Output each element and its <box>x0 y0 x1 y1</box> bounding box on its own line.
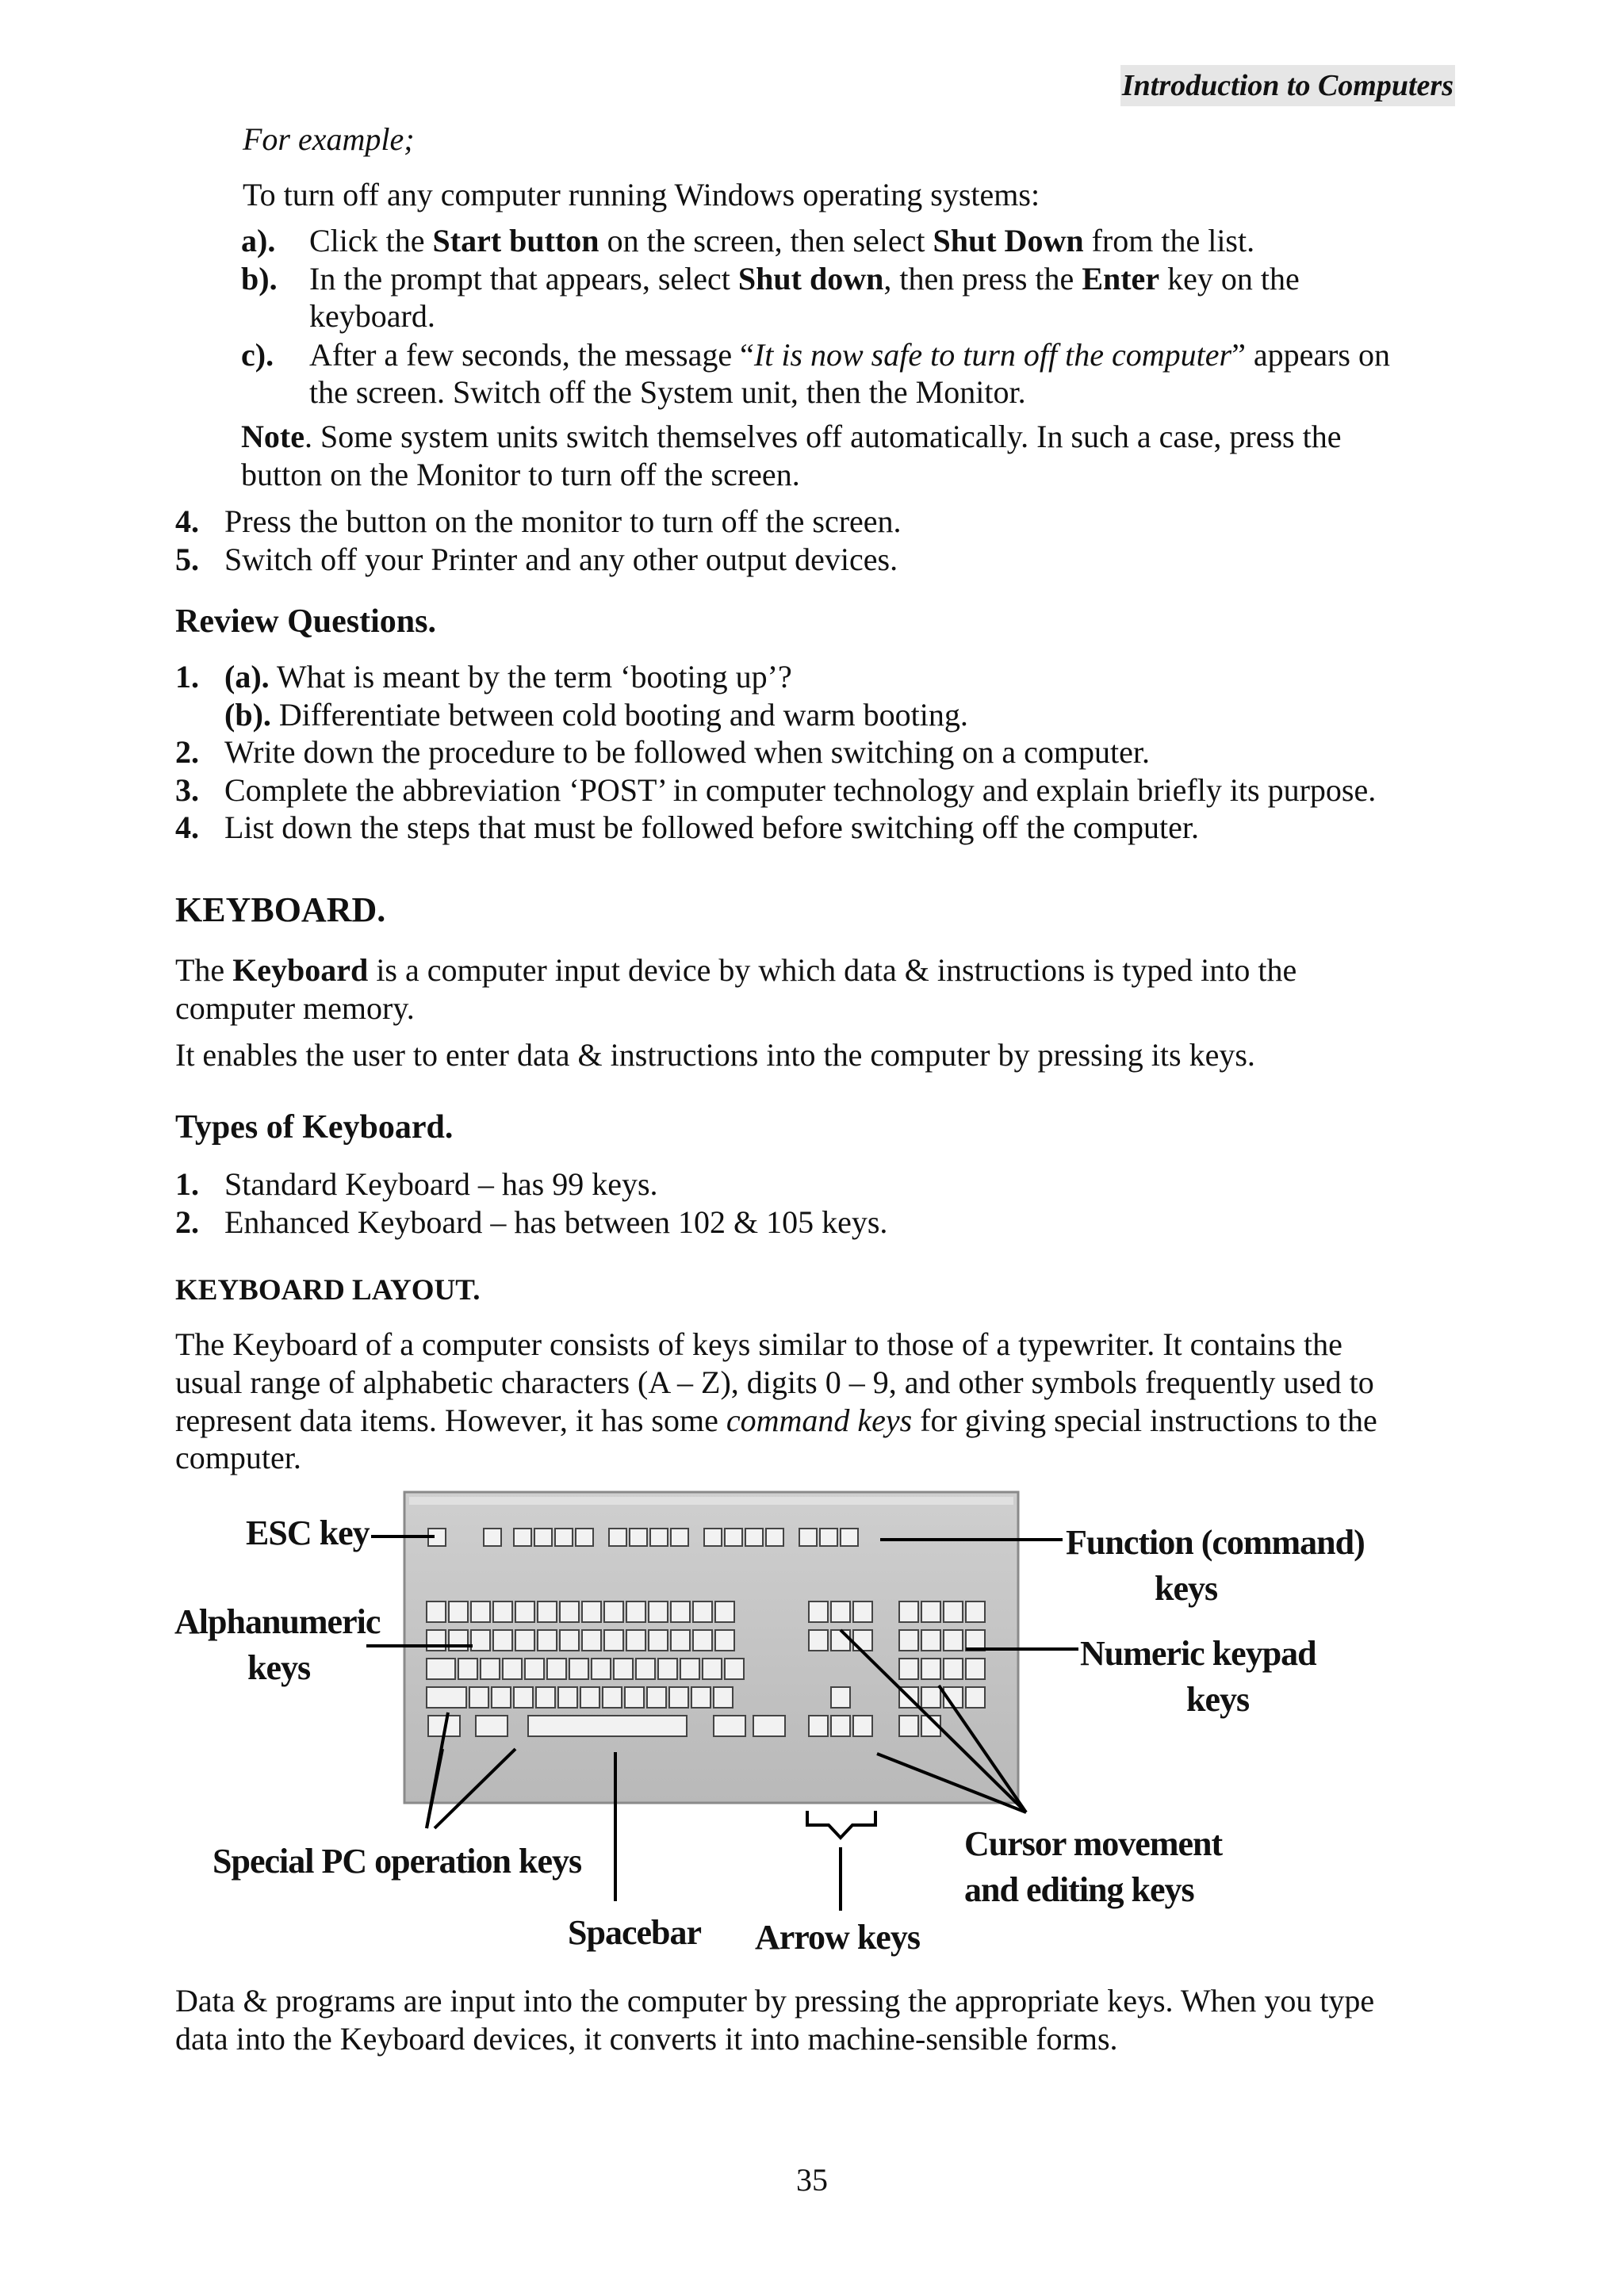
type-2: Enhanced Keyboard – has between 102 & 105 keys. <box>224 1204 888 1240</box>
step-b-line1: In the prompt that appears, select Shut down, then press the Enter key on the <box>309 261 1300 297</box>
step-marker-a: a). <box>241 223 276 258</box>
key <box>714 1687 733 1708</box>
key <box>503 1659 522 1679</box>
step-a: Click the Start button on the screen, then select Shut Down from the list. <box>309 223 1255 258</box>
review-num-4: 4. <box>175 809 199 845</box>
key <box>944 1659 963 1679</box>
step-c-line2: the screen. Switch off the System unit, then the Monitor. <box>309 374 1026 410</box>
esc-key-label: ESC key <box>246 1513 370 1552</box>
key <box>636 1659 655 1679</box>
review-heading: Review Questions. <box>175 603 436 640</box>
review-q1a: (a). What is meant by the term ‘booting up’? <box>224 659 792 695</box>
key <box>899 1630 918 1651</box>
step-num-4: 4. <box>175 503 199 539</box>
key <box>693 1601 712 1622</box>
key <box>626 1630 645 1651</box>
key <box>469 1687 488 1708</box>
cursor-keys-label-2: and editing keys <box>964 1870 1194 1909</box>
keyboard-enables: It enables the user to enter data & instructions into the computer by pressing its keys. <box>175 1037 1255 1073</box>
key <box>449 1630 468 1651</box>
key <box>820 1529 837 1546</box>
key <box>899 1716 918 1736</box>
key <box>538 1601 557 1622</box>
numeric-keypad-label-1: Numeric keypad <box>1080 1634 1316 1673</box>
key <box>558 1687 577 1708</box>
review-q2: Write down the procedure to be followed when switching on a computer. <box>224 734 1150 770</box>
key <box>592 1659 611 1679</box>
key <box>671 1601 690 1622</box>
key <box>966 1601 985 1622</box>
step-c-line1: After a few seconds, the message “It is now safe to turn off the computer” appears on <box>309 337 1390 373</box>
type-1: Standard Keyboard – has 99 keys. <box>224 1166 658 1202</box>
type-num-1: 1. <box>175 1166 199 1202</box>
key <box>899 1601 918 1622</box>
key <box>471 1630 490 1651</box>
key <box>560 1601 579 1622</box>
layout-line2: usual range of alphabetic characters (A – Z), digits 0 – 9, and other symbols frequently used to <box>175 1364 1374 1400</box>
type-num-2: 2. <box>175 1204 199 1240</box>
key <box>609 1529 626 1546</box>
review-num-1: 1. <box>175 659 199 695</box>
key <box>555 1529 573 1546</box>
key <box>493 1630 512 1651</box>
step-b-line2: keyboard. <box>309 298 435 334</box>
key <box>449 1601 468 1622</box>
key <box>514 1687 533 1708</box>
key <box>693 1630 712 1651</box>
key <box>647 1687 666 1708</box>
key <box>853 1601 872 1622</box>
key <box>427 1630 446 1651</box>
key <box>547 1659 566 1679</box>
step-marker-c: c). <box>241 337 274 373</box>
closing-line2: data into the Keyboard devices, it converts it into machine-sensible forms. <box>175 2021 1118 2057</box>
keyboard-figure <box>0 1483 1624 1974</box>
key <box>484 1529 501 1546</box>
key <box>831 1630 850 1651</box>
arrow-key <box>831 1716 850 1736</box>
key <box>691 1687 710 1708</box>
key <box>921 1601 940 1622</box>
spacebar-key <box>528 1716 687 1736</box>
function-keys-label-1: Function (command) <box>1066 1523 1365 1562</box>
alphanumeric-label-1: Alphanumeric <box>174 1602 381 1641</box>
key <box>766 1529 783 1546</box>
shutdown-intro: To turn off any computer running Windows operating systems: <box>243 177 1040 212</box>
key <box>603 1687 622 1708</box>
step-marker-b: b). <box>241 261 278 297</box>
key <box>427 1687 466 1708</box>
types-heading: Types of Keyboard. <box>175 1109 454 1146</box>
key <box>650 1529 668 1546</box>
key <box>626 1601 645 1622</box>
key <box>576 1529 593 1546</box>
key <box>481 1659 500 1679</box>
key <box>458 1659 477 1679</box>
key <box>809 1630 828 1651</box>
key <box>899 1659 918 1679</box>
key <box>569 1659 588 1679</box>
key <box>725 1529 742 1546</box>
key <box>525 1659 544 1679</box>
cursor-keys-label-1: Cursor movement <box>964 1824 1223 1863</box>
key <box>704 1529 722 1546</box>
keyboard-def-line2: computer memory. <box>175 990 415 1026</box>
key <box>534 1529 552 1546</box>
key <box>582 1601 601 1622</box>
key <box>649 1630 668 1651</box>
arrow-key <box>809 1716 828 1736</box>
step-4-text: Press the button on the monitor to turn off the screen. <box>224 503 902 539</box>
key <box>921 1687 940 1708</box>
layout-line4: computer. <box>175 1440 301 1475</box>
layout-heading: KEYBOARD LAYOUT. <box>175 1274 481 1307</box>
keyboard-heading: KEYBOARD. <box>175 890 386 929</box>
running-header: Introduction to Computers <box>1120 65 1455 106</box>
key <box>966 1687 985 1708</box>
key <box>604 1630 623 1651</box>
key <box>538 1630 557 1651</box>
step-num-5: 5. <box>175 541 199 577</box>
key <box>560 1630 579 1651</box>
key <box>515 1630 534 1651</box>
key <box>493 1601 512 1622</box>
key <box>753 1716 785 1736</box>
numeric-keypad-label-2: keys <box>1186 1680 1250 1719</box>
key <box>427 1601 446 1622</box>
key <box>725 1659 744 1679</box>
key <box>671 1630 690 1651</box>
key <box>515 1601 534 1622</box>
key <box>614 1659 633 1679</box>
key <box>715 1630 734 1651</box>
key <box>921 1630 940 1651</box>
key <box>921 1659 940 1679</box>
key <box>658 1659 677 1679</box>
key <box>514 1529 531 1546</box>
layout-line3: represent data items. However, it has some command keys for giving special instructions to the <box>175 1402 1377 1438</box>
key <box>809 1601 828 1622</box>
key <box>649 1601 668 1622</box>
key <box>427 1659 455 1679</box>
review-num-2: 2. <box>175 734 199 770</box>
key <box>853 1630 872 1651</box>
keyboard-def-line1: The Keyboard is a computer input device by which data & instructions is typed into the <box>175 952 1297 988</box>
function-keys-label-2: keys <box>1155 1569 1218 1608</box>
key <box>580 1687 599 1708</box>
step-5-text: Switch off your Printer and any other output devices. <box>224 541 898 577</box>
key <box>625 1687 644 1708</box>
arrow-up-key <box>831 1687 850 1708</box>
alphanumeric-label-2: keys <box>247 1648 311 1687</box>
key <box>630 1529 647 1546</box>
key <box>536 1687 555 1708</box>
key <box>604 1601 623 1622</box>
layout-line1: The Keyboard of a computer consists of keys similar to those of a typewriter. It contains the <box>175 1326 1342 1362</box>
key <box>476 1716 508 1736</box>
spacebar-label: Spacebar <box>568 1913 701 1952</box>
note-line2: button on the Monitor to turn off the screen. <box>241 457 800 492</box>
key <box>841 1529 858 1546</box>
key <box>944 1630 963 1651</box>
key <box>714 1716 745 1736</box>
review-num-3: 3. <box>175 772 199 808</box>
key <box>671 1529 688 1546</box>
key <box>471 1601 490 1622</box>
arrow-keys-label: Arrow keys <box>755 1918 920 1957</box>
page-number: 35 <box>796 2162 828 2198</box>
key <box>669 1687 688 1708</box>
special-keys-label: Special PC operation keys <box>213 1842 582 1881</box>
key <box>966 1659 985 1679</box>
arrow-key <box>853 1716 872 1736</box>
key <box>715 1601 734 1622</box>
key <box>745 1529 763 1546</box>
review-q1b: (b). Differentiate between cold booting and warm booting. <box>224 697 968 733</box>
key <box>831 1601 850 1622</box>
review-q3: Complete the abbreviation ‘POST’ in computer technology and explain briefly its purpose. <box>224 772 1377 808</box>
key <box>944 1601 963 1622</box>
key <box>799 1529 817 1546</box>
key <box>492 1687 511 1708</box>
note-line1: Note. Some system units switch themselves off automatically. In such a case, press the <box>241 419 1342 454</box>
key <box>582 1630 601 1651</box>
key <box>703 1659 722 1679</box>
key <box>680 1659 699 1679</box>
closing-line1: Data & programs are input into the computer by pressing the appropriate keys. When you type <box>175 1983 1375 2019</box>
review-q4: List down the steps that must be followed before switching off the computer. <box>224 809 1200 845</box>
example-label: For example; <box>243 121 415 157</box>
